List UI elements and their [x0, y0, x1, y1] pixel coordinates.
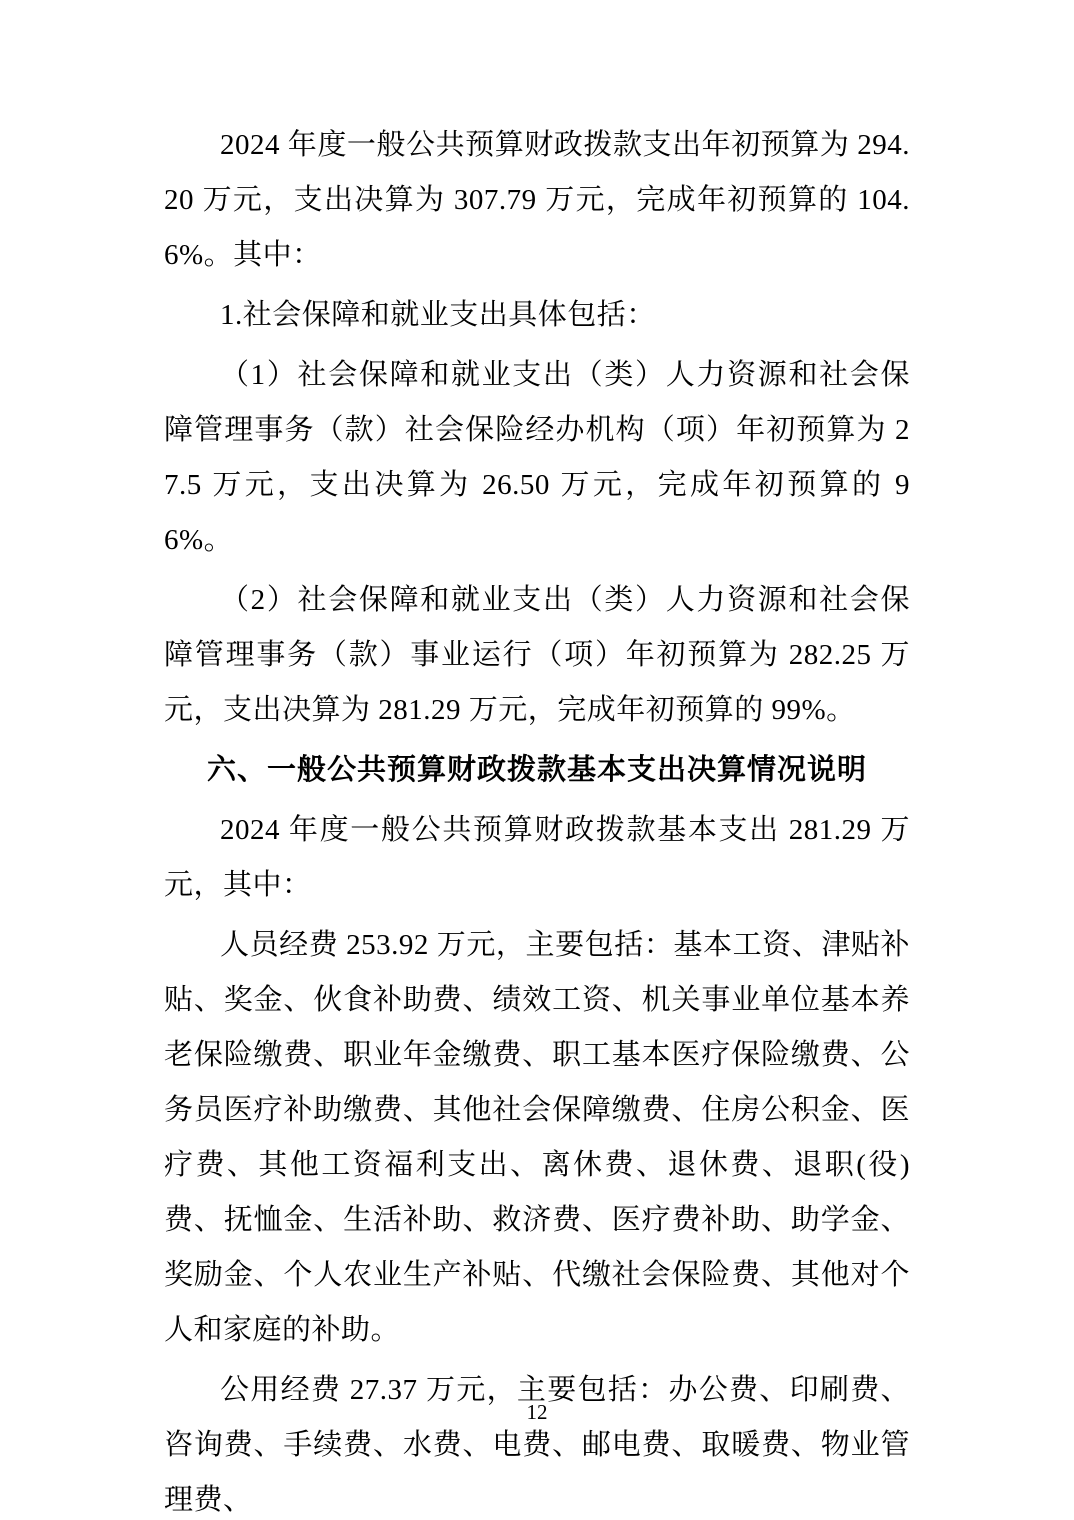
- paragraph-item-1-1: （1）社会保障和就业支出（类）人力资源和社会保障管理事务（款）社会保险经办机构（项）年初预算为 27.5 万元，支出决算为 26.50 万元，完成年初预算的 96%。: [164, 359, 910, 556]
- document-body: [164, 118, 910, 1520]
- paragraph-public-expenses: 公用经费 27.37 万元，主要包括：办公费、印刷费、咨询费、手续费、水费、电费、邮电费、取暖费、物业管理费、: [164, 1374, 910, 1516]
- section-heading-basic-expenditure: 六、一般公共预算财政拨款基本支出决算情况说明: [206, 754, 867, 786]
- page-number: 12: [526, 1400, 548, 1424]
- paragraph-basic-expenditure-total: 2024 年度一般公共预算财政拨款基本支出 281.29 万元，其中：: [164, 814, 910, 901]
- paragraph-budget-overview: 2024 年度一般公共预算财政拨款支出年初预算为 294.20 万元，支出决算为 307.79 万元，完成年初预算的 104.6%。其中：: [164, 129, 910, 271]
- paragraph-item-1-2: （2）社会保障和就业支出（类）人力资源和社会保障管理事务（款）事业运行（项）年初预算为 282.25 万元，支出决算为 281.29 万元，完成年初预算的 99%。: [164, 584, 910, 726]
- paragraph-personnel-expenses: 人员经费 253.92 万元，主要包括：基本工资、津贴补贴、奖金、伙食补助费、绩效工资、机关事业单位基本养老保险缴费、职业年金缴费、职工基本医疗保险缴费、公务员医疗补助缴费、其他社会保障缴费、住房公积金、医疗费、其他工资福利支出、离休费、退休费、退职(役)费、抚恤金、生活补助、救济费、医疗费补助、助学金、奖励金、个人农业生产补贴、代缴社会保险费、其他对个人和家庭的补助。: [164, 929, 910, 1346]
- paragraph-item-1-intro: 1.社会保障和就业支出具体包括：: [220, 299, 656, 331]
